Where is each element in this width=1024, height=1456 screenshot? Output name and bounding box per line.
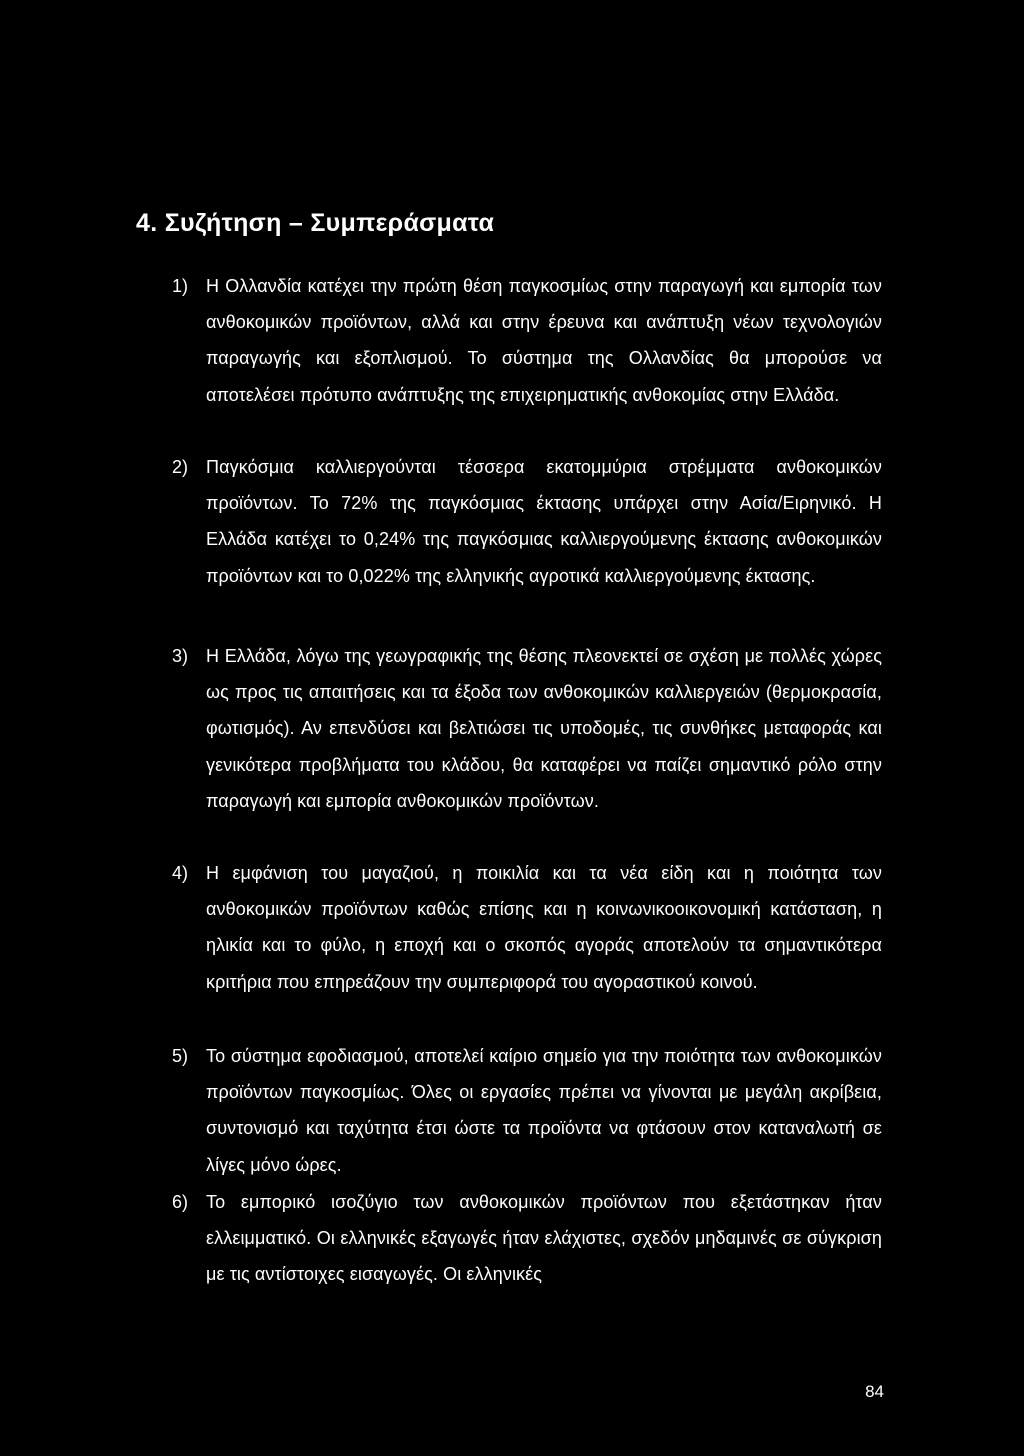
list-item-number: 5) <box>172 1046 189 1066</box>
list-item-number: 3) <box>172 646 189 666</box>
list-item-text: Η Ελλάδα, λόγω της γεωγραφικής της θέσης πλεονεκτεί σε σχέση με πολλές χώρες ως προς τις απαιτήσεις και τα έξοδα των ανθοκομικών καλλιεργειών (θερμοκρασία, φωτισμός). Αν επενδύσει και βελτιώσει τις υποδομές, τις συνθήκες μεταφοράς και γενικότερα προβλήματα του κλάδου, θα καταφέρει να παίζει σημαντικό ρόλο στην παραγωγή και εμπορία ανθοκομικών προϊόντων. <box>206 646 882 811</box>
list-item-text: Η Ολλανδία κατέχει την πρώτη θέση παγκοσμίως στην παραγωγή και εμπορία των ανθοκομικών προϊόντων, αλλά και στην έρευνα και ανάπτυξη νέων τεχνολογιών παραγωγής και εξοπλισμού. Το σύστημα της Ολλανδίας θα μπορούσε να αποτελέσει πρότυπο ανάπτυξης της επιχειρηματικής ανθοκομίας στην Ελλάδα. <box>206 276 882 405</box>
list-item-number: 2) <box>172 457 189 477</box>
list-item-text: Παγκόσμια καλλιεργούνται τέσσερα εκατομμύρια στρέμματα ανθοκομικών προϊόντων. Το 72% της παγκόσμιας έκτασης υπάρχει στην Ασία/Ειρηνικό. Η Ελλάδα κατέχει το 0,24% της παγκόσμιας καλλιεργούμενης έκτασης ανθοκομικών προϊόντων και το 0,022% της ελληνικής αγροτικά καλλιεργούμενης έκτασης. <box>206 457 882 586</box>
list-item-text: Το σύστημα εφοδιασμού, αποτελεί καίριο σημείο για την ποιότητα των ανθοκομικών προϊόντων παγκοσμίως. Όλες οι εργασίες πρέπει να γίνονται με μεγάλη ακρίβεια, συντονισμό και ταχύτητα έτσι ώστε τα προϊόντα να φτάσουν στον καταναλωτή σε λίγες μόνο ώρες. <box>206 1046 882 1175</box>
list-item-text: Η εμφάνιση του μαγαζιού, η ποικιλία και τα νέα είδη και η ποιότητα των ανθοκομικών προϊόντων καθώς επίσης και η κοινωνικοοικονομική κατάσταση, η ηλικία και το φύλο, η εποχή και ο σκοπός αγοράς αποτελούν τα σημαντικότερα κριτήρια που επηρεάζουν την συμπεριφορά του αγοραστικού κοινού. <box>206 863 882 992</box>
list-item-number: 1) <box>172 276 189 296</box>
section-heading: 4. Συζήτηση – Συμπεράσματα <box>136 209 495 237</box>
list-item-number: 4) <box>172 863 189 883</box>
page-number: 84 <box>865 1382 884 1401</box>
list-item-number: 6) <box>172 1192 189 1212</box>
list-item-text: Το εμπορικό ισοζύγιο των ανθοκομικών προϊόντων που εξετάστηκαν ήταν ελλειμματικό. Οι ελληνικές εξαγωγές ήταν ελάχιστες, σχεδόν μηδαμινές σε σύγκριση με τις αντίστοιχες εισαγωγές. Οι ελληνικές <box>206 1192 882 1285</box>
